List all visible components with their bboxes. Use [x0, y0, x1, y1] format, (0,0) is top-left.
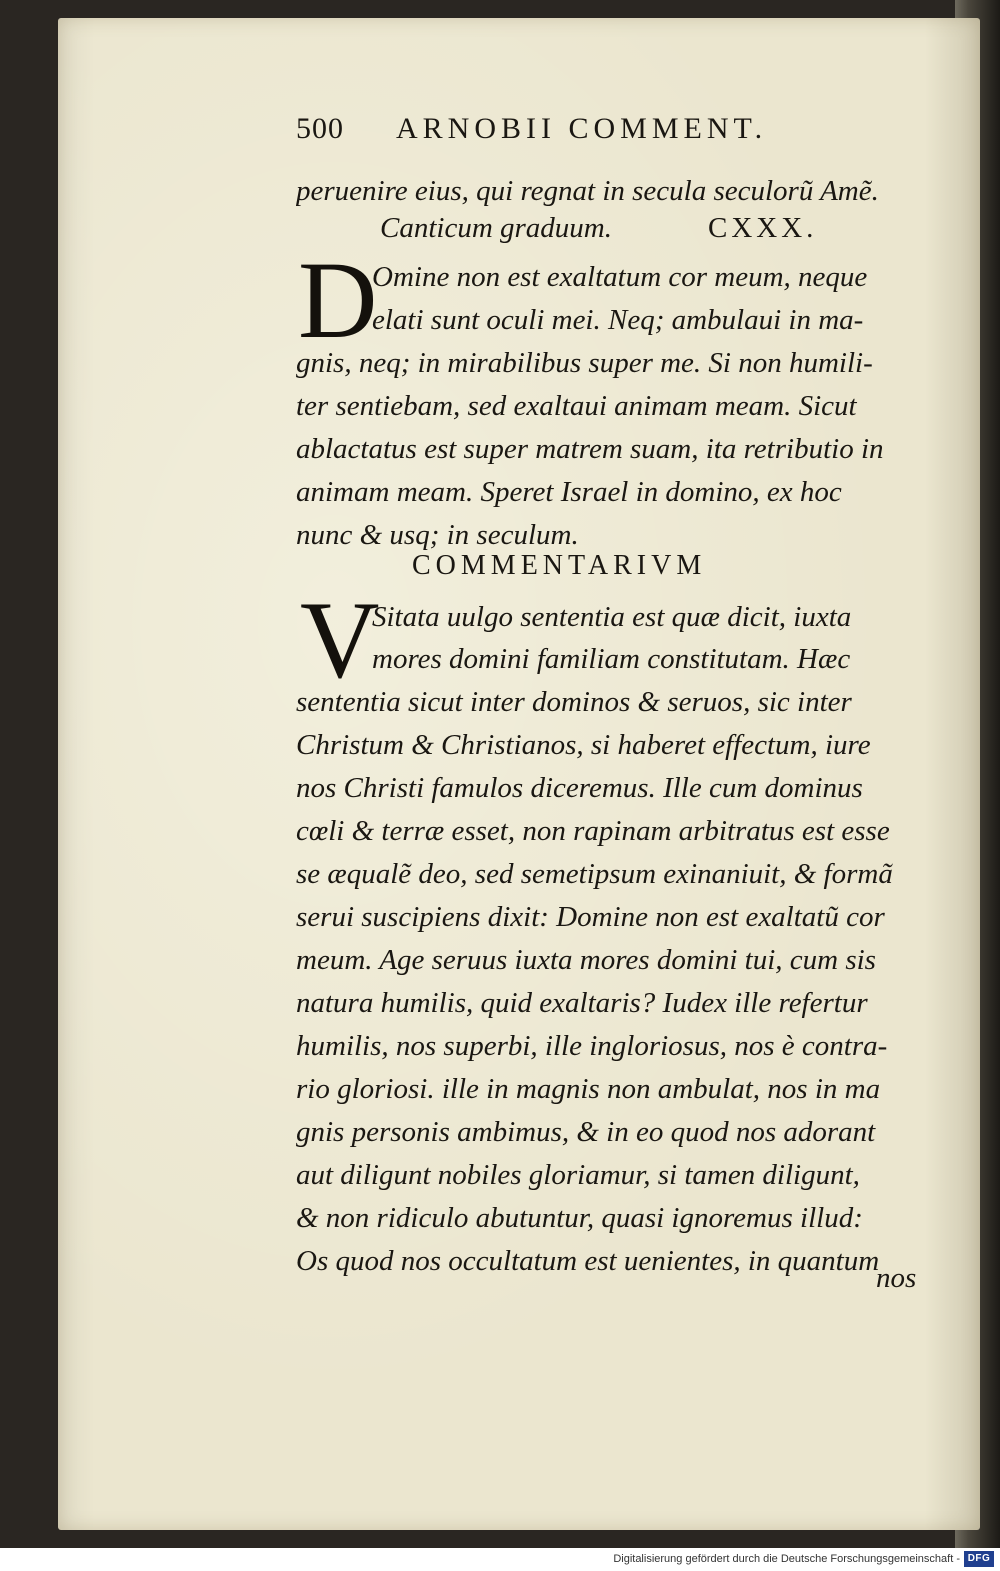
psalm-line: nunc & usq; in seculum. — [296, 519, 579, 551]
digitization-credit: Digitalisierung gefördert durch die Deutsche Forschungsgemeinschaft - — [613, 1553, 960, 1565]
commentary-line: nos Christi famulos diceremus. Ille cum dominus — [296, 772, 863, 804]
commentary-line: cœli & terræ esset, non rapinam arbitratus est esse — [296, 815, 890, 847]
commentary-line: & non ridiculo abutuntur, quasi ignoremus illud: — [296, 1202, 863, 1234]
commentary-drop-cap: V — [300, 579, 380, 701]
dfg-logo: DFG — [964, 1551, 994, 1567]
psalm-title: Canticum graduum. — [380, 212, 612, 244]
psalm-line: gnis, neq; in mirabilibus super me. Si non humili- — [296, 347, 873, 379]
commentary-line: aut diligunt nobiles gloriamur, si tamen diligunt, — [296, 1159, 860, 1191]
commentary-line: gnis personis ambimus, & in eo quod nos adorant — [296, 1116, 876, 1148]
commentary-line: Os quod nos occultatum est uenientes, in quantum — [296, 1245, 880, 1277]
running-head: ARNOBII COMMENT. — [396, 112, 768, 145]
commentary-line: Sitata uulgo sententia est quæ dicit, iuxta — [372, 601, 852, 633]
psalm-line: ablactatus est super matrem suam, ita retributio in — [296, 433, 884, 465]
psalm-line: elati sunt oculi mei. Neq; ambulaui in ma- — [372, 304, 864, 336]
psalm-line: ter sentiebam, sed exaltaui animam meam. Sicut — [296, 390, 857, 422]
page-number: 500 — [296, 112, 344, 145]
commentary-line: humilis, nos superbi, ille ingloriosus, nos è contra- — [296, 1030, 888, 1062]
psalm-line: Omine non est exaltatum cor meum, neque — [372, 261, 868, 293]
psalm-line: animam meam. Speret Israel in domino, ex hoc — [296, 476, 842, 508]
commentary-line: serui suscipiens dixit: Domine non est exaltatũ cor — [296, 901, 885, 933]
running-header — [296, 112, 926, 146]
commentary-line: meum. Age seruus iuxta mores domini tui, cum sis — [296, 944, 876, 976]
opening-line: peruenire eius, qui regnat in secula seculorũ Amẽ. — [296, 175, 879, 207]
commentary-line: se æqualẽ deo, sed semetipsum exinaniuit, & formã — [296, 858, 893, 890]
psalm-drop-cap: D — [298, 239, 378, 361]
commentary-line: Christum & Christianos, si haberet effectum, iure — [296, 729, 871, 761]
commentary-heading: COMMENTARIVM — [412, 550, 707, 581]
commentary-line: sententia sicut inter dominos & seruos, sic inter — [296, 686, 852, 718]
psalm-number: CXXX. — [708, 212, 818, 244]
commentary-line: mores domini familiam constitutam. Hæc — [372, 643, 851, 675]
commentary-line: natura humilis, quid exaltaris? Iudex ille refertur — [296, 987, 868, 1019]
catchword: nos — [876, 1262, 917, 1294]
commentary-line: rio gloriosi. ille in magnis non ambulat, nos in ma — [296, 1073, 881, 1105]
